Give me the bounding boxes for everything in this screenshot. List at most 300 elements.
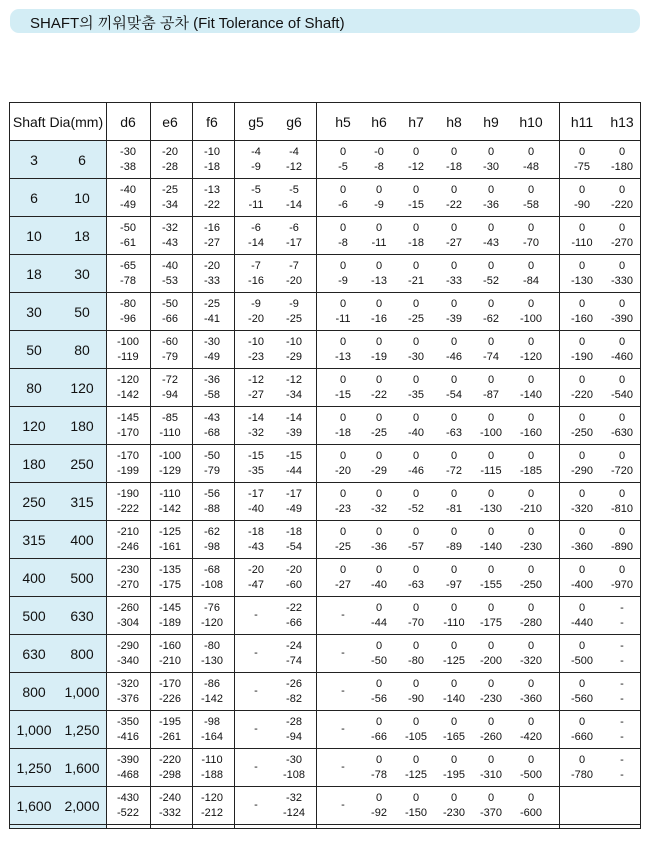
lower-deviation: -298 xyxy=(158,769,182,781)
lower-deviation: -22 xyxy=(204,199,220,211)
upper-deviation: 0 xyxy=(527,298,535,310)
table-row xyxy=(10,483,640,521)
table-header xyxy=(10,103,640,141)
lower-deviation: -124 xyxy=(282,807,306,819)
upper-deviation: 0 xyxy=(450,792,458,804)
lower-deviation: -125 xyxy=(442,655,466,667)
upper-deviation: 0 xyxy=(487,678,495,690)
lower-deviation: -100 xyxy=(479,427,503,439)
upper-deviation: 0 xyxy=(412,792,420,804)
upper-deviation: 0 xyxy=(450,602,458,614)
upper-deviation: 0 xyxy=(487,488,495,500)
upper-deviation: -20 xyxy=(204,260,220,272)
lower-deviation: -48 xyxy=(523,161,539,173)
lower-deviation: -18 xyxy=(408,237,424,249)
lower-deviation: -6 xyxy=(338,199,348,211)
upper-deviation: -20 xyxy=(286,564,302,576)
lower-deviation: -155 xyxy=(479,579,503,591)
lower-deviation: -25 xyxy=(408,313,424,325)
lower-deviation: -79 xyxy=(204,465,220,477)
upper-deviation: -76 xyxy=(204,602,220,614)
upper-deviation: 0 xyxy=(339,488,347,500)
upper-deviation: -16 xyxy=(204,222,220,234)
lower-deviation: -110 xyxy=(443,617,465,629)
lower-deviation: -34 xyxy=(162,199,178,211)
upper-deviation: 0 xyxy=(487,792,495,804)
lower-deviation: -720 xyxy=(610,465,634,477)
upper-deviation: -13 xyxy=(204,184,220,196)
lower-deviation: -27 xyxy=(335,579,351,591)
lower-deviation: -210 xyxy=(519,503,543,515)
upper-deviation: -26 xyxy=(286,678,302,690)
upper-deviation: -145 xyxy=(116,412,140,424)
upper-deviation: 0 xyxy=(450,526,458,538)
lower-deviation: -40 xyxy=(371,579,387,591)
lower-deviation: -70 xyxy=(408,617,424,629)
upper-deviation: 0 xyxy=(375,374,383,386)
table-row xyxy=(10,407,640,445)
lower-deviation: -36 xyxy=(483,199,499,211)
table-row xyxy=(10,521,640,559)
lower-deviation: -16 xyxy=(248,275,264,287)
dia-to: 18 xyxy=(74,228,90,244)
upper-deviation: -170 xyxy=(158,678,182,690)
upper-deviation: 0 xyxy=(527,412,535,424)
table-row xyxy=(10,141,640,179)
upper-deviation: 0 xyxy=(487,222,495,234)
lower-deviation: -340 xyxy=(116,655,140,667)
dia-to: 1,600 xyxy=(64,760,100,776)
upper-deviation: -80 xyxy=(120,298,136,310)
upper-deviation: 0 xyxy=(527,602,535,614)
lower-deviation: -142 xyxy=(158,503,182,515)
dia-to: 30 xyxy=(74,266,90,282)
lower-deviation: -320 xyxy=(570,503,594,515)
lower-deviation: -80 xyxy=(408,655,424,667)
upper-deviation: 0 xyxy=(375,602,383,614)
upper-deviation: -43 xyxy=(204,412,220,424)
lower-deviation: -320 xyxy=(519,655,543,667)
header-shaft-dia: Shaft Dia(mm) xyxy=(12,114,104,130)
upper-deviation: 0 xyxy=(578,298,586,310)
upper-deviation: -30 xyxy=(204,336,220,348)
upper-deviation: 0 xyxy=(527,526,535,538)
lower-deviation: -230 xyxy=(519,541,543,553)
dia-from: 1,600 xyxy=(16,798,52,814)
lower-deviation: -79 xyxy=(162,351,178,363)
upper-deviation: 0 xyxy=(618,184,626,196)
upper-deviation: -10 xyxy=(204,146,220,158)
upper-deviation: 0 xyxy=(618,526,626,538)
upper-deviation: -28 xyxy=(286,716,302,728)
upper-deviation: -6 xyxy=(251,222,261,234)
lower-deviation: -129 xyxy=(158,465,182,477)
lower-deviation: -108 xyxy=(200,579,224,591)
lower-deviation: -600 xyxy=(519,807,543,819)
upper-deviation: -160 xyxy=(158,640,182,652)
table-row xyxy=(10,179,640,217)
upper-deviation: 0 xyxy=(487,754,495,766)
upper-deviation: - xyxy=(254,761,258,773)
upper-deviation: -7 xyxy=(251,260,261,272)
lower-deviation: -25 xyxy=(371,427,387,439)
lower-deviation: -78 xyxy=(371,769,387,781)
title-bar xyxy=(10,9,640,33)
dia-from: 250 xyxy=(22,494,46,510)
lower-deviation: -190 xyxy=(570,351,594,363)
header-f6: f6 xyxy=(206,114,218,130)
lower-deviation: -66 xyxy=(286,617,302,629)
upper-deviation: -60 xyxy=(162,336,178,348)
dia-from: 6 xyxy=(30,190,38,206)
upper-deviation: - xyxy=(341,609,345,621)
upper-deviation: 0 xyxy=(412,336,420,348)
upper-deviation: 0 xyxy=(375,488,383,500)
upper-deviation: 0 xyxy=(487,336,495,348)
lower-deviation: -94 xyxy=(286,731,302,743)
lower-deviation: -54 xyxy=(446,389,462,401)
lower-deviation: -310 xyxy=(479,769,503,781)
lower-deviation: -28 xyxy=(162,161,178,173)
lower-deviation: -522 xyxy=(116,807,140,819)
lower-deviation: - xyxy=(620,655,624,667)
lower-deviation: -25 xyxy=(335,541,351,553)
upper-deviation: - xyxy=(341,685,345,697)
upper-deviation: -17 xyxy=(248,488,264,500)
dia-from: 80 xyxy=(26,380,42,396)
dia-to: 800 xyxy=(70,646,94,662)
upper-deviation: -40 xyxy=(120,184,136,196)
lower-deviation: -21 xyxy=(408,275,424,287)
lower-deviation: -270 xyxy=(610,237,634,249)
upper-deviation: 0 xyxy=(339,260,347,272)
lower-deviation: -44 xyxy=(286,465,302,477)
dia-from: 315 xyxy=(22,532,46,548)
header-h10: h10 xyxy=(519,114,543,130)
upper-deviation: -85 xyxy=(162,412,178,424)
upper-deviation: 0 xyxy=(618,412,626,424)
lower-deviation: -115 xyxy=(480,465,502,477)
lower-deviation: -35 xyxy=(408,389,424,401)
column-divider xyxy=(559,103,560,828)
upper-deviation: 0 xyxy=(578,564,586,576)
lower-deviation: -50 xyxy=(371,655,387,667)
lower-deviation: -30 xyxy=(408,351,424,363)
lower-deviation: -9 xyxy=(338,275,348,287)
table-row xyxy=(10,749,640,787)
lower-deviation: -195 xyxy=(442,769,466,781)
lower-deviation: -22 xyxy=(371,389,387,401)
lower-deviation: -400 xyxy=(570,579,594,591)
upper-deviation: 0 xyxy=(527,336,535,348)
header-h7: h7 xyxy=(408,114,424,130)
upper-deviation: 0 xyxy=(487,298,495,310)
upper-deviation: 0 xyxy=(412,526,420,538)
lower-deviation: -98 xyxy=(204,541,220,553)
lower-deviation: -140 xyxy=(479,541,503,553)
upper-deviation: 0 xyxy=(375,716,383,728)
upper-deviation: -12 xyxy=(286,374,302,386)
upper-deviation: 0 xyxy=(578,222,586,234)
lower-deviation: -14 xyxy=(286,199,302,211)
upper-deviation: -14 xyxy=(248,412,264,424)
lower-deviation: -96 xyxy=(120,313,136,325)
upper-deviation: 0 xyxy=(487,374,495,386)
table-row xyxy=(10,711,640,749)
lower-deviation: -49 xyxy=(286,503,302,515)
dia-from: 800 xyxy=(22,684,46,700)
header-h13: h13 xyxy=(610,114,634,130)
upper-deviation: -12 xyxy=(248,374,264,386)
upper-deviation: -50 xyxy=(120,222,136,234)
upper-deviation: 0 xyxy=(578,184,586,196)
upper-deviation: 0 xyxy=(527,564,535,576)
lower-deviation: -130 xyxy=(200,655,224,667)
upper-deviation: -22 xyxy=(286,602,302,614)
lower-deviation: -105 xyxy=(404,731,428,743)
lower-deviation: - xyxy=(620,769,624,781)
upper-deviation: 0 xyxy=(527,374,535,386)
lower-deviation: -142 xyxy=(116,389,140,401)
lower-deviation: -304 xyxy=(116,617,140,629)
table-row xyxy=(10,787,640,825)
upper-deviation: -30 xyxy=(286,754,302,766)
header-h9: h9 xyxy=(483,114,499,130)
lower-deviation: -13 xyxy=(335,351,351,363)
lower-deviation: -230 xyxy=(479,693,503,705)
upper-deviation: -120 xyxy=(200,792,224,804)
upper-deviation: 0 xyxy=(618,146,626,158)
upper-deviation: -24 xyxy=(286,640,302,652)
upper-deviation: -32 xyxy=(286,792,302,804)
lower-deviation: -970 xyxy=(610,579,634,591)
upper-deviation: -14 xyxy=(286,412,302,424)
upper-deviation: 0 xyxy=(618,260,626,272)
lower-deviation: -165 xyxy=(442,731,466,743)
lower-deviation: -66 xyxy=(162,313,178,325)
lower-deviation: -18 xyxy=(446,161,462,173)
lower-deviation: -500 xyxy=(570,655,594,667)
lower-deviation: -130 xyxy=(479,503,503,515)
header-h5: h5 xyxy=(335,114,351,130)
upper-deviation: 0 xyxy=(450,260,458,272)
upper-deviation: -86 xyxy=(204,678,220,690)
dia-from: 1,000 xyxy=(16,722,52,738)
upper-deviation: 0 xyxy=(375,792,383,804)
upper-deviation: -195 xyxy=(158,716,182,728)
upper-deviation: -65 xyxy=(120,260,136,272)
upper-deviation: 0 xyxy=(412,564,420,576)
upper-deviation: - xyxy=(254,723,258,735)
header-h11: h11 xyxy=(570,114,594,130)
upper-deviation: 0 xyxy=(450,298,458,310)
lower-deviation: -33 xyxy=(446,275,462,287)
upper-deviation: 0 xyxy=(618,374,626,386)
header-g6: g6 xyxy=(286,114,302,130)
lower-deviation: -66 xyxy=(371,731,387,743)
dia-from: 1,250 xyxy=(16,760,52,776)
upper-deviation: 0 xyxy=(618,336,626,348)
lower-deviation: -161 xyxy=(158,541,182,553)
lower-deviation: -8 xyxy=(338,237,348,249)
lower-deviation: -15 xyxy=(408,199,424,211)
lower-deviation: -53 xyxy=(162,275,178,287)
dia-to: 6 xyxy=(78,152,86,168)
upper-deviation: - xyxy=(254,647,258,659)
table-row xyxy=(10,559,640,597)
upper-deviation: 0 xyxy=(450,450,458,462)
lower-deviation: -140 xyxy=(442,693,466,705)
table-row xyxy=(10,597,640,635)
lower-deviation: -246 xyxy=(116,541,140,553)
upper-deviation: 0 xyxy=(527,792,535,804)
lower-deviation: -260 xyxy=(479,731,503,743)
lower-deviation: -74 xyxy=(483,351,499,363)
dia-to: 80 xyxy=(74,342,90,358)
upper-deviation: 0 xyxy=(412,260,420,272)
upper-deviation: 0 xyxy=(527,640,535,652)
upper-deviation: 0 xyxy=(487,146,495,158)
upper-deviation: 0 xyxy=(578,488,586,500)
lower-deviation: -175 xyxy=(479,617,503,629)
lower-deviation: -58 xyxy=(204,389,220,401)
upper-deviation: -62 xyxy=(204,526,220,538)
lower-deviation: -120 xyxy=(519,351,543,363)
upper-deviation: -40 xyxy=(162,260,178,272)
lower-deviation: -175 xyxy=(158,579,182,591)
upper-deviation: -30 xyxy=(120,146,136,158)
lower-deviation: -420 xyxy=(519,731,543,743)
upper-deviation: 0 xyxy=(527,146,535,158)
upper-deviation: -18 xyxy=(286,526,302,538)
lower-deviation: -36 xyxy=(371,541,387,553)
upper-deviation: 0 xyxy=(527,222,535,234)
upper-deviation: -56 xyxy=(204,488,220,500)
upper-deviation: -135 xyxy=(158,564,182,576)
lower-deviation: -35 xyxy=(248,465,264,477)
lower-deviation: -58 xyxy=(523,199,539,211)
dia-from: 10 xyxy=(26,228,42,244)
lower-deviation: -38 xyxy=(120,161,136,173)
dia-to: 250 xyxy=(70,456,94,472)
upper-deviation: - xyxy=(254,799,258,811)
upper-deviation: 0 xyxy=(578,374,586,386)
lower-deviation: -16 xyxy=(371,313,387,325)
upper-deviation: 0 xyxy=(487,412,495,424)
lower-deviation: -12 xyxy=(286,161,302,173)
lower-deviation: -210 xyxy=(158,655,182,667)
lower-deviation: -250 xyxy=(570,427,594,439)
dia-to: 315 xyxy=(70,494,94,510)
lower-deviation: -46 xyxy=(408,465,424,477)
upper-deviation: 0 xyxy=(450,488,458,500)
upper-deviation: 0 xyxy=(487,602,495,614)
upper-deviation: -4 xyxy=(251,146,261,158)
upper-deviation: -20 xyxy=(248,564,264,576)
lower-deviation: -40 xyxy=(408,427,424,439)
lower-deviation: -8 xyxy=(374,161,384,173)
column-divider xyxy=(150,103,151,828)
upper-deviation: -50 xyxy=(204,450,220,462)
upper-deviation: -50 xyxy=(162,298,178,310)
upper-deviation: 0 xyxy=(618,564,626,576)
upper-deviation: -25 xyxy=(204,298,220,310)
lower-deviation: -23 xyxy=(335,503,351,515)
upper-deviation: 0 xyxy=(450,716,458,728)
lower-deviation: -23 xyxy=(248,351,264,363)
lower-deviation: -74 xyxy=(286,655,302,667)
lower-deviation: -52 xyxy=(408,503,424,515)
lower-deviation: -94 xyxy=(162,389,178,401)
lower-deviation: -212 xyxy=(200,807,224,819)
lower-deviation: -810 xyxy=(610,503,634,515)
lower-deviation: -290 xyxy=(570,465,594,477)
lower-deviation: -416 xyxy=(116,731,140,743)
upper-deviation: 0 xyxy=(578,412,586,424)
lower-deviation: -5 xyxy=(338,161,348,173)
upper-deviation: -110 xyxy=(201,754,223,766)
lower-deviation: -88 xyxy=(204,503,220,515)
lower-deviation: -180 xyxy=(610,161,634,173)
lower-deviation: -125 xyxy=(404,769,428,781)
lower-deviation: -460 xyxy=(610,351,634,363)
upper-deviation: -9 xyxy=(251,298,261,310)
upper-deviation: - xyxy=(620,602,624,614)
lower-deviation: -43 xyxy=(248,541,264,553)
upper-deviation: 0 xyxy=(339,336,347,348)
lower-deviation: -226 xyxy=(158,693,182,705)
upper-deviation: 0 xyxy=(339,564,347,576)
table-row xyxy=(10,331,640,369)
lower-deviation: -22 xyxy=(446,199,462,211)
lower-deviation: -160 xyxy=(570,313,594,325)
dia-from: 50 xyxy=(26,342,42,358)
table-row xyxy=(10,369,640,407)
lower-deviation: -81 xyxy=(446,503,462,515)
upper-deviation: 0 xyxy=(450,146,458,158)
upper-deviation: 0 xyxy=(527,678,535,690)
upper-deviation: 0 xyxy=(527,184,535,196)
lower-deviation: -75 xyxy=(574,161,590,173)
upper-deviation: -100 xyxy=(158,450,182,462)
upper-deviation: -120 xyxy=(116,374,140,386)
upper-deviation: 0 xyxy=(412,374,420,386)
lower-deviation: -220 xyxy=(610,199,634,211)
lower-deviation: - xyxy=(620,617,624,629)
lower-deviation: -18 xyxy=(335,427,351,439)
dia-to: 630 xyxy=(70,608,94,624)
upper-deviation: -430 xyxy=(116,792,140,804)
upper-deviation: -290 xyxy=(116,640,140,652)
lower-deviation: -500 xyxy=(519,769,543,781)
upper-deviation: 0 xyxy=(618,488,626,500)
upper-deviation: 0 xyxy=(375,640,383,652)
lower-deviation: -390 xyxy=(610,313,634,325)
lower-deviation: -27 xyxy=(446,237,462,249)
lower-deviation: -140 xyxy=(519,389,543,401)
upper-deviation: 0 xyxy=(412,298,420,310)
lower-deviation: - xyxy=(620,731,624,743)
lower-deviation: -440 xyxy=(570,617,594,629)
table-row xyxy=(10,293,640,331)
lower-deviation: -14 xyxy=(248,237,264,249)
lower-deviation: -82 xyxy=(286,693,302,705)
lower-deviation: -20 xyxy=(335,465,351,477)
lower-deviation: -29 xyxy=(371,465,387,477)
upper-deviation: -32 xyxy=(162,222,178,234)
lower-deviation: -19 xyxy=(371,351,387,363)
dia-from: 180 xyxy=(22,456,46,472)
